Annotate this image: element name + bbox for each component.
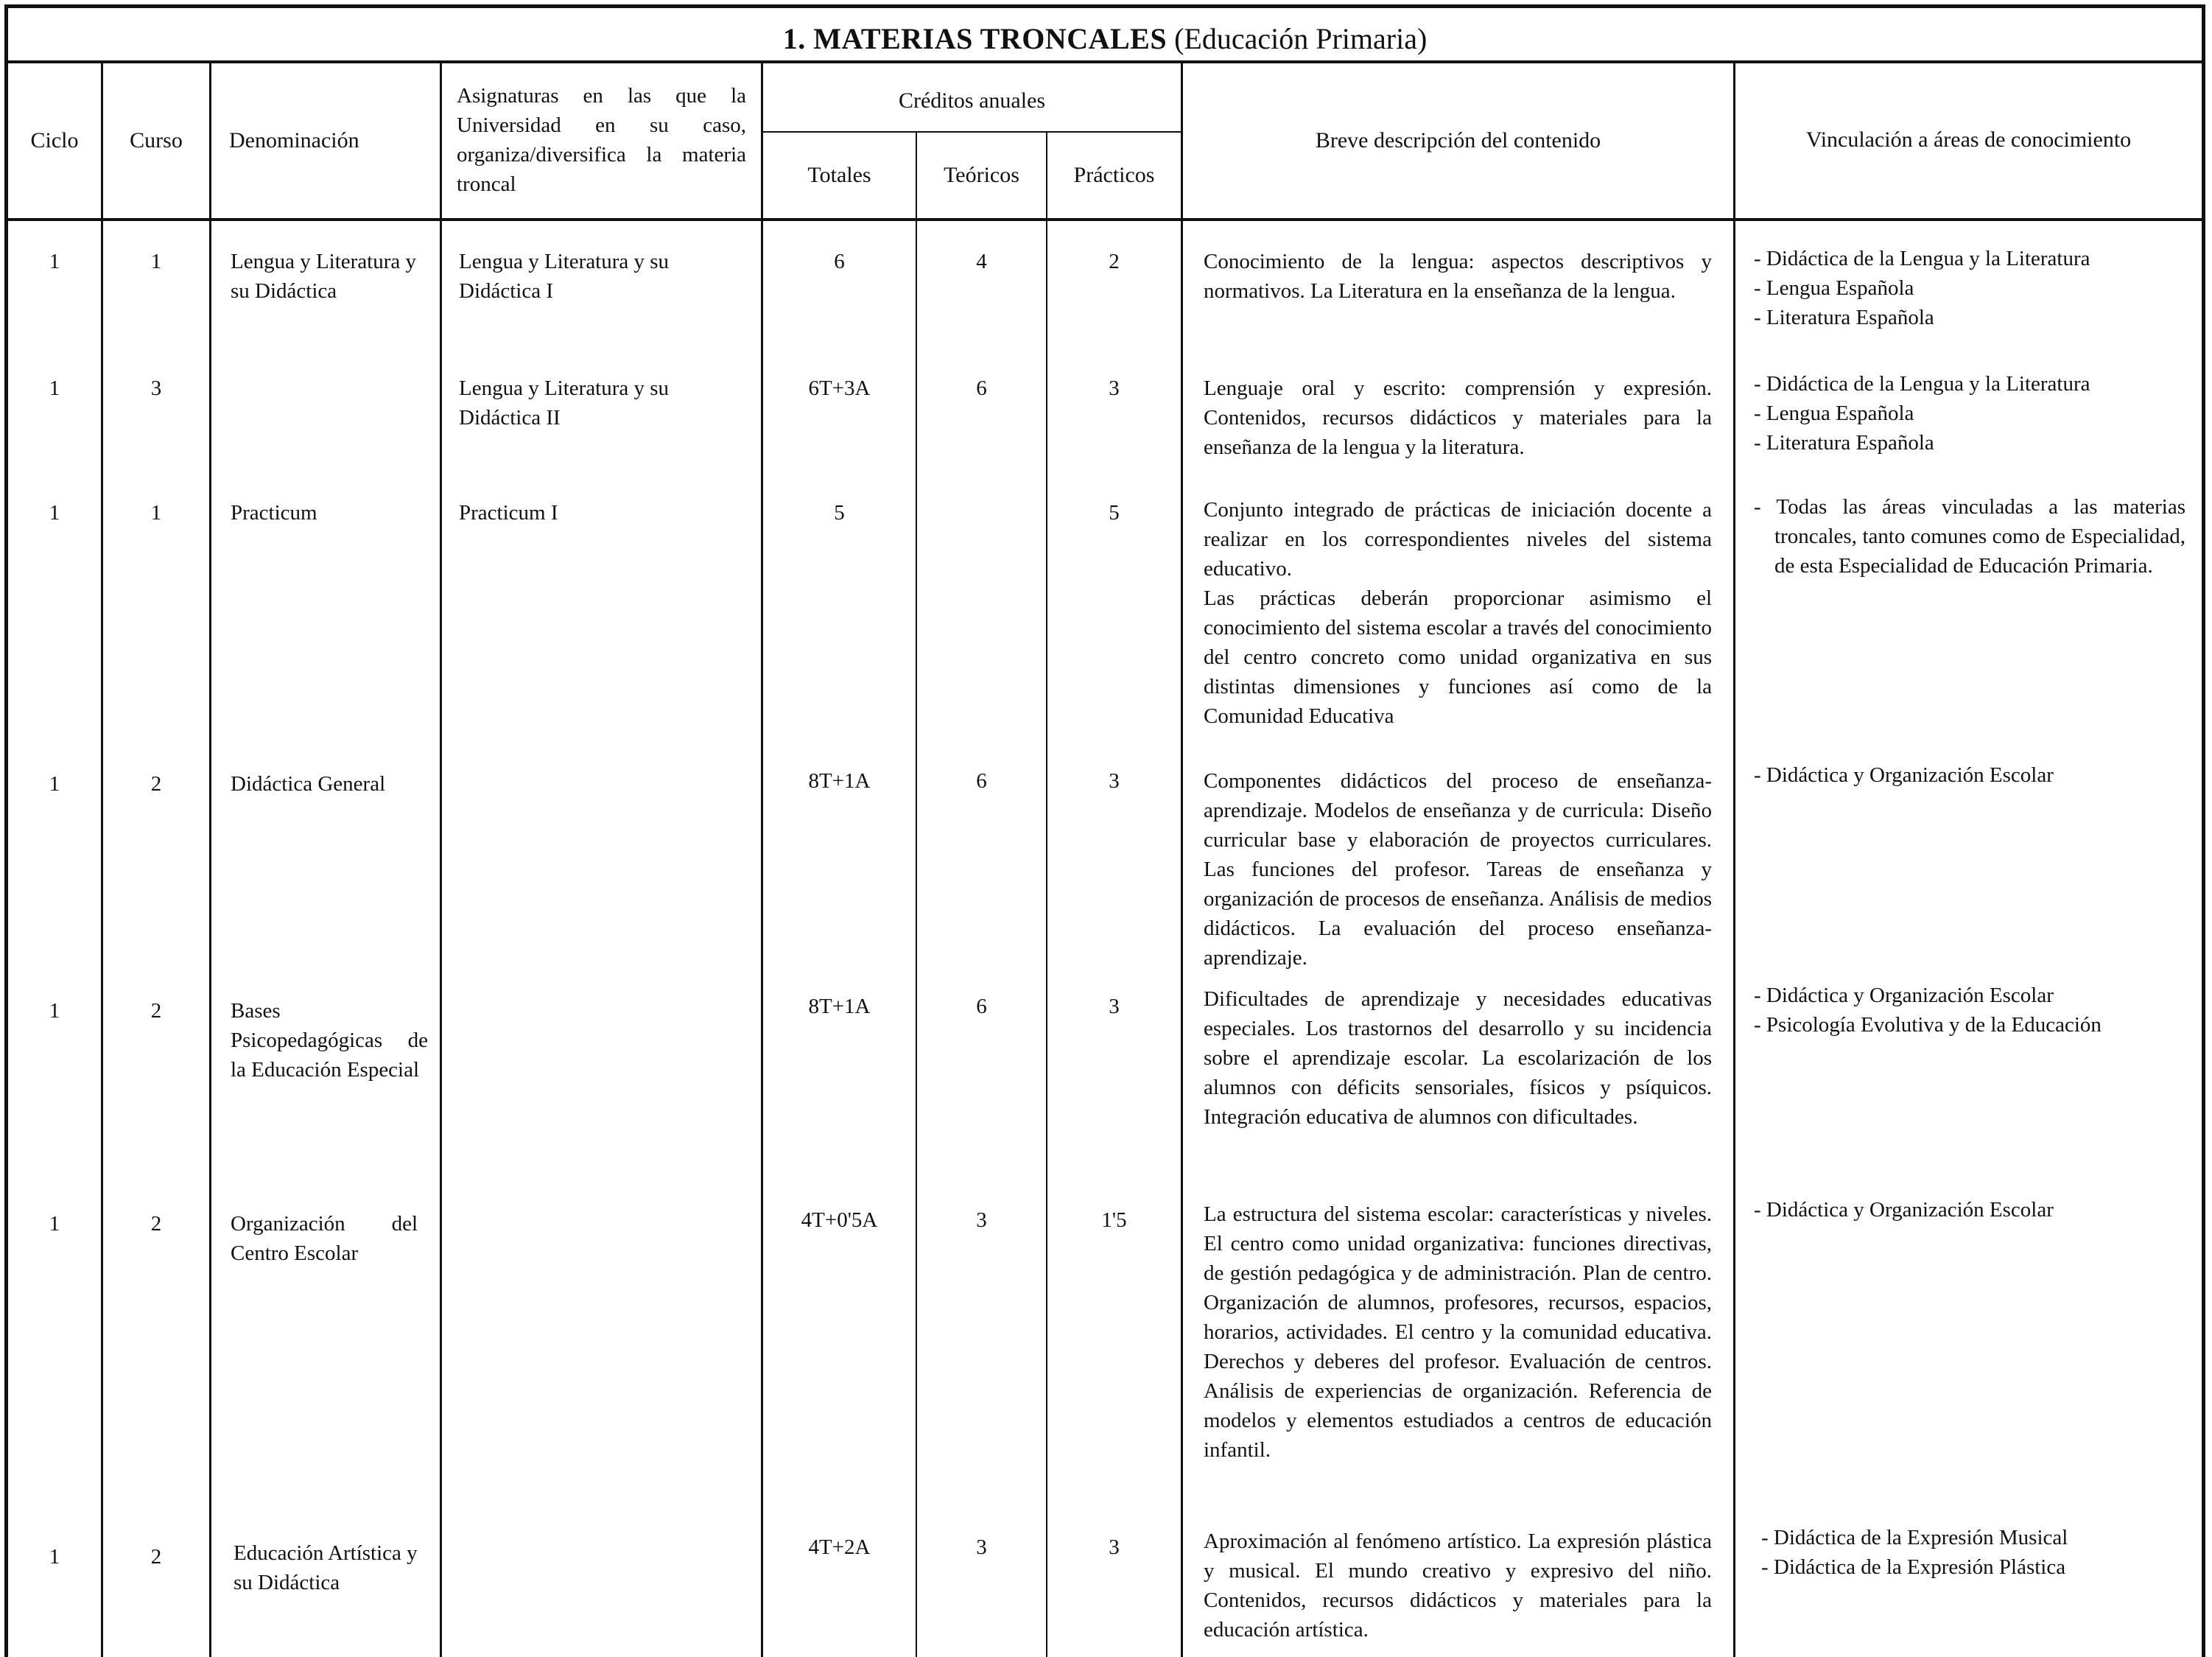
header-bottom-border	[4, 218, 2205, 221]
col-line-4	[761, 63, 763, 1657]
row-denominacion: Bases Psicopedagógicas de la Educación Especial	[231, 999, 428, 1082]
row-totales: 4T+2A	[808, 1535, 871, 1559]
row-asignatura: Practicum I	[459, 501, 558, 525]
col-line-6	[1046, 131, 1047, 1657]
row-ciclo: 1	[49, 250, 60, 273]
row-descripcion-part2: Las prácticas deberán proporcionar asimismo el conocimiento del sistema escolar a través del conocimiento del centro concreto como unidad organizativa en sus distintas dimensiones y funciones así como de la Comunidad Educativa	[1204, 586, 1712, 728]
row-asignatura: Lengua y Literatura y su Didáctica I	[459, 250, 670, 303]
row-curso: 1	[150, 501, 162, 525]
row-denominacion: Didáctica General	[231, 772, 386, 796]
col-line-2	[209, 63, 211, 1657]
row-teoricos: 3	[976, 1535, 987, 1559]
row-ciclo: 1	[49, 999, 60, 1023]
row-areas	[1754, 244, 2196, 332]
frame-right-border	[2202, 4, 2205, 1657]
header-teoricos: Teóricos	[944, 163, 1019, 187]
row-totales: 5	[834, 501, 845, 525]
header-practicos: Prácticos	[1073, 163, 1155, 187]
row-teoricos: 6	[976, 769, 987, 793]
header-ciclo: Ciclo	[30, 128, 79, 153]
row-descripcion: Dificultades de aprendizaje y necesidades educativas especiales. Los trastornos del desarrollo y su incidencia sobre el aprendizaje escolar. La escolarización de los alumnos con déficits sensoriales, físicos y psíquicos. Integración educativa de alumnos con dificultades.	[1204, 987, 1712, 1129]
table-title-main: 1. MATERIAS TRONCALES	[782, 21, 1168, 55]
row-denominacion: Educación Artística y su Didáctica	[234, 1541, 418, 1594]
area-item: - Literatura Española	[1754, 306, 1934, 329]
row-curso: 2	[150, 1212, 162, 1236]
row-practicos: 3	[1109, 376, 1120, 400]
row-ciclo: 1	[49, 1212, 60, 1236]
col-line-8	[1733, 63, 1735, 1657]
row-ciclo: 1	[49, 376, 60, 400]
row-curso: 1	[150, 250, 162, 273]
row-totales: 6	[834, 250, 845, 273]
row-ciclo: 1	[49, 501, 60, 525]
header-creditos: Créditos anuales	[898, 88, 1046, 113]
row-areas	[1754, 492, 2185, 581]
area-item: - Literatura Española	[1754, 431, 1934, 455]
col-line-1	[101, 63, 103, 1657]
header-asignaturas: Asignaturas en las que la Universidad en su caso, organiza/diversifica la materia troncal	[457, 84, 746, 196]
row-practicos: 5	[1109, 501, 1120, 525]
row-areas	[1761, 1523, 2196, 1582]
row-descripcion: Componentes didácticos del proceso de enseñanza-aprendizaje. Modelos de enseñanza y de curricula: Diseño curricular base y elaboración de proyectos curriculares. Las funciones del profesor. Tareas de enseñanza y organización de procesos de enseñanza. Análisis de medios didácticos. La evaluación del proceso enseñanza-aprendizaje.	[1204, 769, 1712, 970]
row-descripcion: Conocimiento de la lengua: aspectos descriptivos y normativos. La Literatura en la enseñanza de la lengua.	[1204, 250, 1712, 303]
row-totales: 8T+1A	[808, 769, 871, 793]
area-item: - Didáctica y Organización Escolar	[1754, 763, 2054, 787]
area-item: - Didáctica de la Lengua y la Literatura	[1754, 247, 2090, 270]
row-ciclo: 1	[49, 1545, 60, 1569]
frame-top-border	[4, 4, 2205, 8]
row-totales: 6T+3A	[808, 376, 871, 400]
area-item: - Didáctica de la Expresión Musical	[1761, 1526, 2068, 1549]
area-item: - Todas las áreas vinculadas a las materias troncales, tanto comunes como de Especialidad, de esta Especialidad de Educación Primaria.	[1754, 495, 2185, 578]
row-curso: 2	[150, 999, 162, 1023]
row-practicos: 1'5	[1101, 1208, 1127, 1232]
area-item: - Lengua Española	[1754, 276, 1914, 300]
row-curso: 3	[150, 376, 162, 400]
header-vinculacion: Vinculación a áreas de conocimiento	[1805, 127, 2132, 152]
header-denominacion: Denominación	[229, 128, 359, 153]
row-areas	[1754, 369, 2196, 458]
row-denominacion: Lengua y Literatura y su Didáctica	[231, 250, 417, 303]
area-item: - Didáctica y Organización Escolar	[1754, 1198, 2054, 1222]
row-teoricos: 6	[976, 995, 987, 1018]
header-descripcion: Breve descripción del contenido	[1315, 128, 1601, 153]
col-line-5	[916, 131, 917, 1657]
col-line-7	[1181, 63, 1183, 1657]
row-denominacion: Organización del Centro Escolar	[231, 1212, 418, 1265]
row-areas	[1754, 760, 2196, 790]
table-title-sub: (Educación Primaria)	[1174, 21, 1428, 55]
row-areas	[1754, 981, 2196, 1040]
row-practicos: 3	[1109, 995, 1120, 1018]
row-teoricos: 4	[976, 250, 987, 273]
table-title	[9, 9, 2201, 68]
area-item: - Lengua Española	[1754, 402, 1914, 425]
row-descripcion-part1: Conjunto integrado de prácticas de iniciación docente a realizar en los correspondientes niveles del sistema educativo.	[1204, 498, 1712, 581]
row-totales: 8T+1A	[808, 995, 871, 1018]
row-teoricos: 6	[976, 376, 987, 400]
row-descripcion: Aproximación al fenómeno artístico. La expresión plástica y musical. El mundo creativo y expresivo del niño. Contenidos, recursos didácticos y materiales para la educación artística.	[1204, 1530, 1712, 1642]
header-totales: Totales	[807, 163, 871, 187]
row-totales: 4T+0'5A	[801, 1208, 878, 1232]
row-descripcion: La estructura del sistema escolar: características y niveles. El centro como unidad organizativa: funciones directivas, de gestión pedagógica y de administración. Plan de centro. Organización de alumnos, profesores, recursos, espacios, horarios, actividades. El centro y la comunidad educativa. Derechos y deberes del profesor. Evaluación de centros. Análisis de experiencias de organización. Referencia de modelos y elementos estudiados a centros de educación infantil.	[1204, 1202, 1712, 1462]
area-item: - Psicología Evolutiva y de la Educación	[1754, 1013, 2102, 1037]
row-curso: 2	[150, 1545, 162, 1569]
row-descripcion: Lenguaje oral y escrito: comprensión y expresión. Contenidos, recursos didácticos y materiales para la enseñanza de la lengua y la literatura.	[1204, 376, 1712, 459]
row-descripcion	[1204, 495, 1712, 731]
row-teoricos: 3	[976, 1208, 987, 1232]
header-curso: Curso	[130, 128, 183, 153]
row-asignatura: Lengua y Literatura y su Didáctica II	[459, 376, 670, 430]
row-practicos: 2	[1109, 250, 1120, 273]
area-item: - Didáctica de la Expresión Plástica	[1761, 1555, 2066, 1579]
area-item: - Didáctica de la Lengua y la Literatura	[1754, 372, 2090, 396]
area-item: - Didáctica y Organización Escolar	[1754, 984, 2054, 1007]
row-denominacion: Practicum	[231, 501, 317, 525]
row-practicos: 3	[1109, 1535, 1120, 1559]
row-ciclo: 1	[49, 772, 60, 796]
col-line-3	[440, 63, 442, 1657]
row-curso: 2	[150, 772, 162, 796]
row-practicos: 3	[1109, 769, 1120, 793]
row-areas	[1754, 1195, 2196, 1225]
